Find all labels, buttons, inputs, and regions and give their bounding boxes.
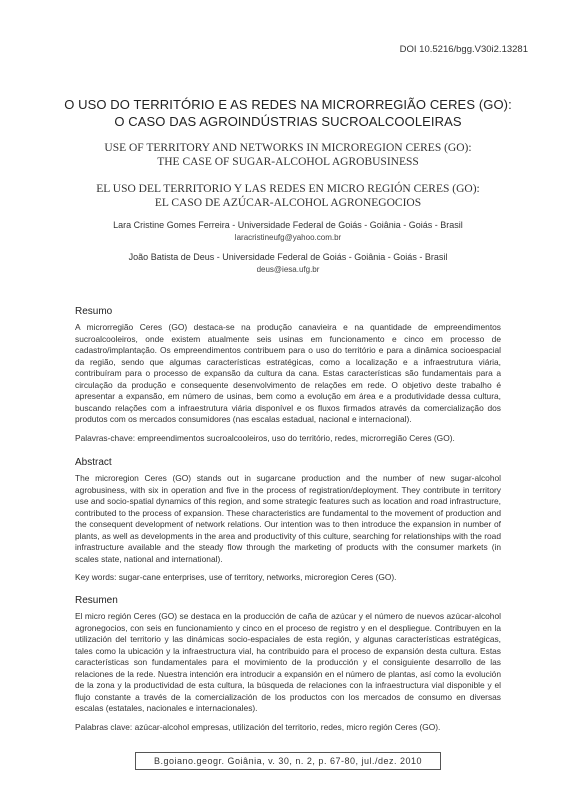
resumen-body: El micro región Ceres (GO) se destaca en la producción de caña de azúcar y el número de nuevos azúcar-alcohol agronegocios, con seis en funcionamiento y cinco en el proceso de registro y en el despliegue. Contribuyen en la utilización del territorio y las dinámicas socio-espaciales de esta región, y algunas características estratégicas, tales como la ubicación y la infraestructura vial, ha contribuido para el proceso de expansión desta cultura. Estas características son fundamentales para el movimiento de la producción y el consiguiente desarrollo de las relaciones de la rede. Nuestra intención era introducir a expansión en el número de plantas, así como la evolución de la zona y la productividad de esta cultura, la búsqueda de relaciones con la infraestructura vial disponible y el flujo constante a través de la comercialización de los productos con los mercados de consumo en diversas escalas (estatales, nacionales e internacionales). [75, 611, 501, 713]
title-en-line-2: THE CASE OF SUGAR-ALCOHOL AGROBUSINESS [157, 156, 419, 168]
resumo-heading: Resumo [75, 306, 113, 317]
title-english [0, 141, 576, 169]
author-1-email[interactable]: laracristineufg@yahoo.com.br [234, 233, 342, 242]
doi-identifier: DOI 10.5216/bgg.V30i2.13281 [399, 44, 528, 55]
title-spanish [0, 182, 576, 210]
resumo-body: A microrregião Ceres (GO) destaca-se na produção canavieira e na quantidade de empreendimentos sucroalcooleiros, onde existem atualmente seis usinas em funcionamento e cinco em processo de cadastro/implantação. Os empreendimentos contribuem para o uso do território e para a dinâmica socioespacial da região, sendo que algumas características estratégicas, como a localização e a infraestrutura viária, contribuíram para o processo de expansão da cultura da cana. Estas características são fundamentais para a circulação da produção e consequente desenvolvimento de relações em rede. O objetivo deste trabalho é apresentar a expansão, em número de usinas, bem como a evolução em área e a produtividade dessa cultura, buscando relações com a infraestrutura viária disponível e os fluxos firmados através da comercialização dos produtos com os mercados consumidores (nas escalas estadual, nacional e internacional). [75, 322, 501, 424]
title-portuguese [0, 96, 576, 130]
abstract-heading: Abstract [75, 457, 112, 468]
citation-footer: B.goiano.geogr. Goiânia, v. 30, n. 2, p. 67-80, jul./dez. 2010 [135, 752, 441, 770]
title-pt-line-1: O USO DO TERRITÓRIO E AS REDES NA MICRORREGIÃO CERES (GO): [64, 97, 512, 112]
author-2-name: João Batista de Deus - Universidade Federal de Goiás - Goiânia - Goiás - Brasil [128, 252, 448, 262]
resumo-keywords: Palavras-chave: empreendimentos sucroalcooleiros, uso do território, redes, microrregião Ceres (GO). [75, 433, 455, 443]
resumen-heading: Resumen [75, 595, 118, 606]
author-1-name: Lara Cristine Gomes Ferreira - Universidade Federal de Goiás - Goiânia - Goiás - Brasil [113, 220, 463, 230]
abstract-body: The microregion Ceres (GO) stands out in sugarcane production and the number of new sugar-alcohol agrobusiness, with six in operation and five in the process of registration/deployment. They contribute in territory use and socio-spatial dynamics of this region, and some strategic features such as location and road infrastructure, contributed to the process of expansion. These characteristics are fundamental to the movement of production and the consequent development of network relations. Our intention was to then introduce the expansion in number of plants, as well as developments in the area and productivity of this culture, searching for relationships with the road infrastructure available and the steady flow through the marketing of products with the consumer markets (in scales state, national and international). [75, 473, 501, 564]
title-en-line-1: USE OF TERRITORY AND NETWORKS IN MICROREGION CERES (GO): [104, 142, 472, 154]
title-pt-line-2: O CASO DAS AGROINDÚSTRIAS SUCROALCOOLEIRAS [114, 114, 462, 129]
title-es-line-2: EL CASO DE AZÚCAR-ALCOHOL AGRONEGOCIOS [154, 197, 422, 209]
author-2-email[interactable]: deus@iesa.ufg.br [256, 265, 320, 274]
title-es-line-1: EL USO DEL TERRITORIO Y LAS REDES EN MICRO REGIÓN CERES (GO): [96, 183, 480, 195]
resumen-keywords: Palabras clave: azúcar-alcohol empresas, utilización del territorio, redes, micro región Ceres (GO). [75, 722, 441, 732]
abstract-keywords: Key words: sugar-cane enterprises, use of territory, networks, microregion Ceres (GO). [75, 572, 397, 582]
